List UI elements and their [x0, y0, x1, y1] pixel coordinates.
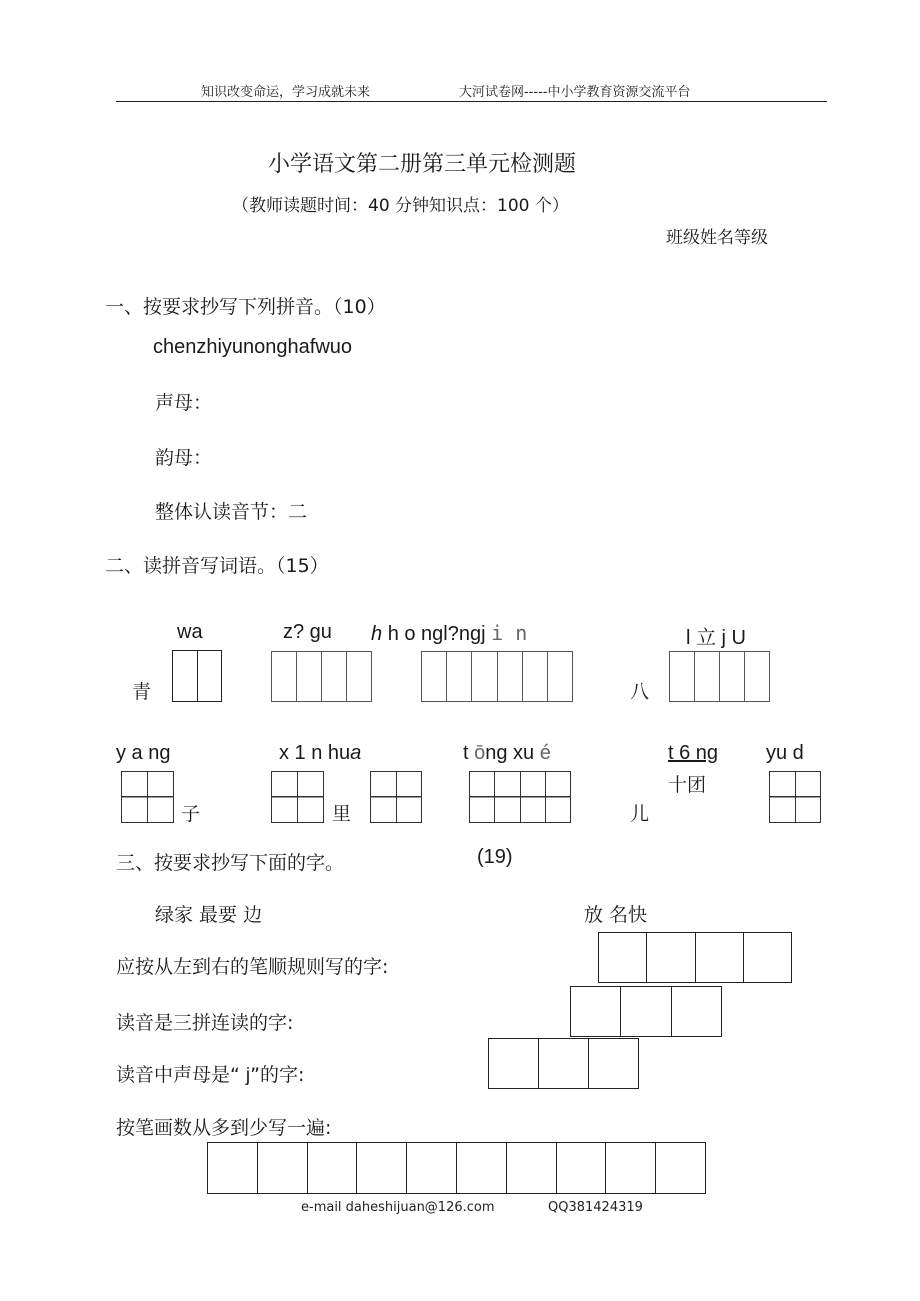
q3-label [116, 1060, 304, 1087]
row2-char-zi: 子 [181, 803, 201, 825]
page-title: 小学语文第二册第三单元检测题 [268, 152, 577, 177]
row2-pinyin-3b: ō [474, 742, 486, 764]
row1-char-ba: 八 [630, 681, 650, 703]
row2-pinyin-1: y a ng [116, 742, 171, 764]
answer-box-wa[interactable] [172, 650, 222, 702]
row2-char-li: 里 [332, 803, 352, 825]
section1-pinyin: chenzhiyunonghafwuo [153, 336, 353, 358]
row1-pinyin-3 [371, 621, 527, 646]
section2-heading: 二、读拼音写词语。（15） [105, 555, 329, 577]
q3-label-c: ”的字: [250, 1064, 305, 1086]
header-rule [116, 101, 827, 102]
header-slogan: 知识改变命运，学习成就未来 [201, 85, 371, 100]
section1-heading: 一、按要求抄写下列拼音。（10） [105, 296, 386, 318]
answer-box-zigu[interactable] [271, 651, 372, 702]
row2-pinyin-4: t 6 ng [668, 742, 719, 764]
row2-pinyin-3a: t [463, 742, 469, 764]
row2-pinyin-3c: ng xu [485, 742, 535, 764]
tian-box-hua[interactable] [370, 771, 422, 823]
footer-qq: QQ381424319 [548, 1200, 643, 1215]
tian-box-xin[interactable] [271, 771, 324, 823]
row1-pinyin-3a: h [371, 623, 383, 645]
answer-box-q1[interactable] [598, 932, 792, 983]
q4-label: 按笔画数从多到少写一遍: [116, 1117, 332, 1139]
zhengti-label: 整体认读音节：二 [155, 501, 308, 523]
header-site: 大河试卷网-----中小学教育资源交流平台 [459, 85, 691, 100]
row2-pinyin-2 [279, 742, 361, 765]
row1-pinyin-4: l 立 j U [686, 627, 746, 649]
q3-label-a: 读音中声母是“ [116, 1064, 240, 1086]
shengmu-label: 声母： [155, 392, 213, 414]
row1-pinyin-1: wa [177, 621, 203, 643]
page-subtitle: （教师读题时间：40 分钟知识点：100 个） [232, 196, 569, 216]
answer-box-q3[interactable] [488, 1038, 639, 1089]
answer-box-liju[interactable] [669, 651, 770, 702]
q1-label: 应按从左到右的笔顺规则写的字: [116, 956, 389, 978]
row1-pinyin-3b: h o ngl?ngj [387, 623, 486, 645]
row2-pinyin-3 [463, 742, 551, 765]
row1-pinyin-3c: i n [491, 621, 528, 645]
tian-box-yang[interactable] [121, 771, 174, 823]
section3-score: (19) [477, 846, 513, 868]
yunmu-label: 韵母： [155, 447, 213, 469]
answer-box-q2[interactable] [570, 986, 722, 1037]
row1-pinyin-2: z? gu [283, 621, 332, 643]
answer-box-honglong[interactable] [421, 651, 573, 702]
section3-heading: 三、按要求抄写下面的字。 [116, 852, 345, 874]
row2-pinyin-2a: x 1 n hu [279, 742, 351, 764]
section3-words-left: 绿家 最要 边 [155, 904, 263, 926]
row1-char-qing: 青 [132, 681, 152, 703]
row2-pinyin-5: yu d [766, 742, 804, 764]
footer-email: e-mail daheshijuan@126.com [301, 1200, 495, 1215]
row2-pinyin-4-sub: 十团 [668, 774, 707, 796]
answer-box-q4[interactable] [207, 1142, 706, 1194]
section3-words-right: 放 名快 [584, 904, 648, 926]
tian-box-yu[interactable] [769, 771, 821, 823]
row2-pinyin-3d: é [539, 742, 551, 764]
row2-pinyin-2b: a [350, 742, 362, 764]
row2-char-er: 儿 [630, 803, 650, 825]
q2-label: 读音是三拼连读的字: [116, 1012, 294, 1034]
q3-label-b: j [245, 1065, 251, 1086]
student-info: 班级姓名等级 [666, 228, 768, 248]
tian-box-tongxue[interactable] [469, 771, 571, 823]
